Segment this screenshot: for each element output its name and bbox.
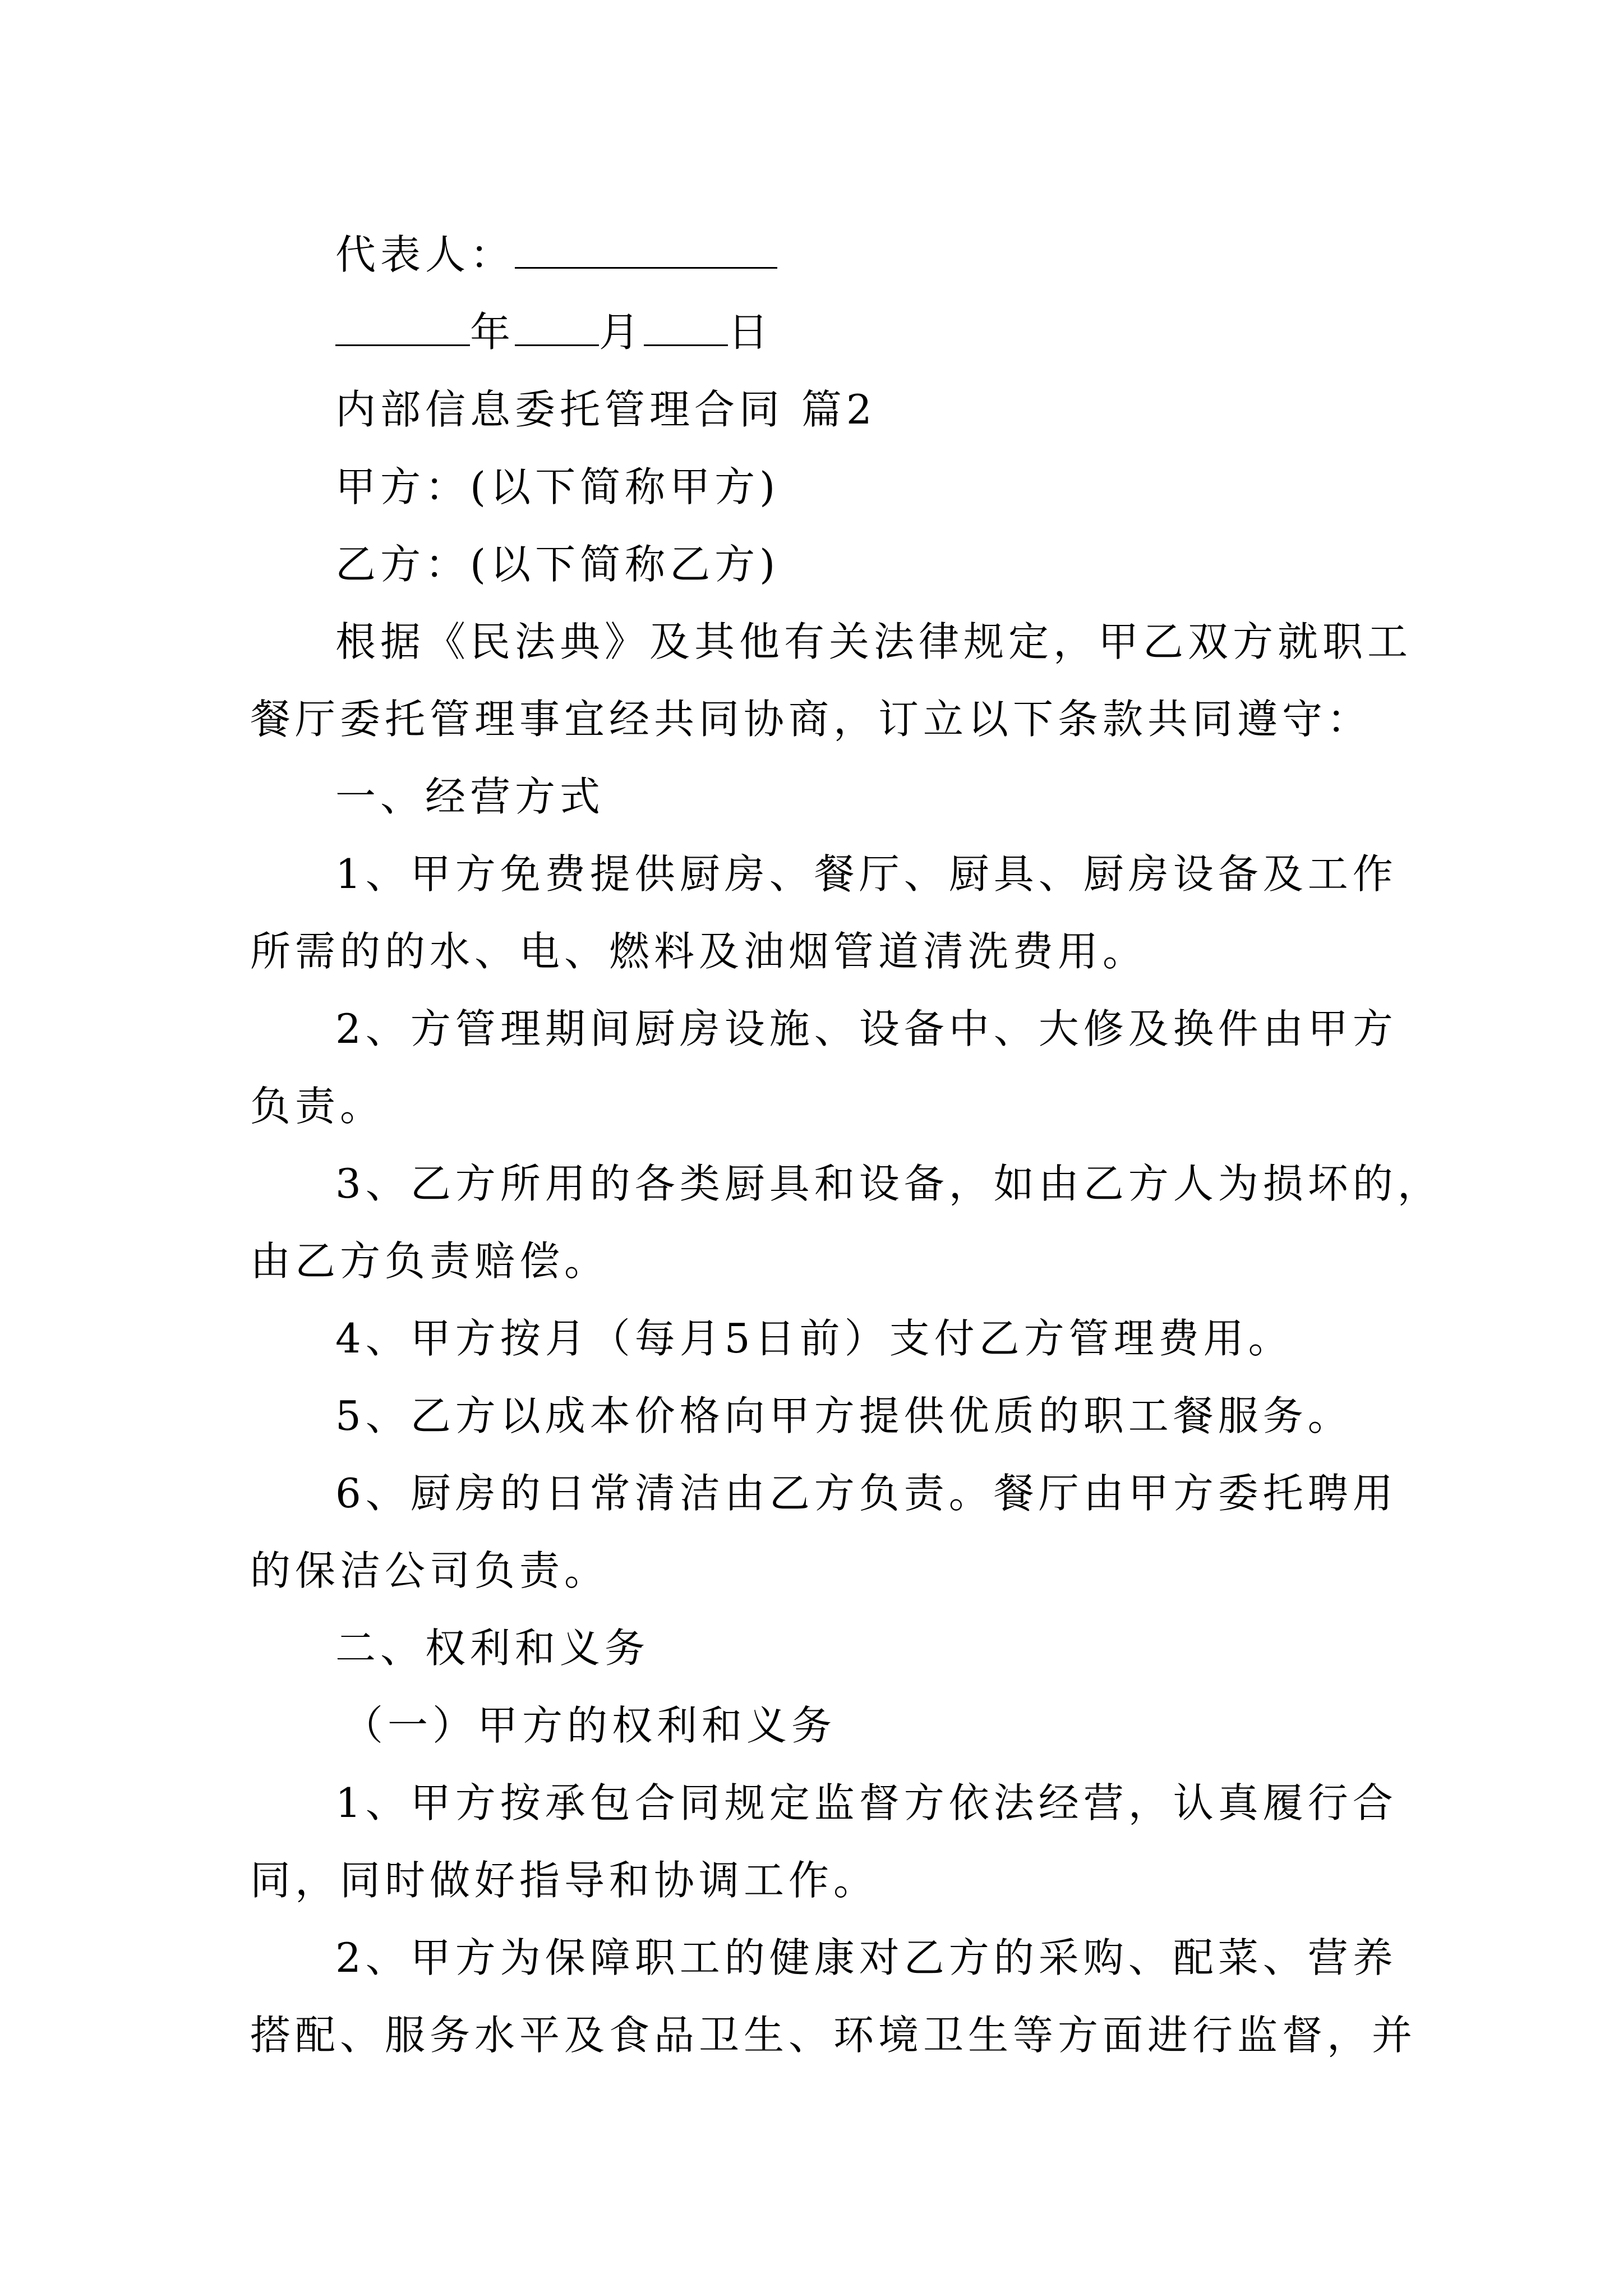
clause-3-line-1: 3、乙方所用的各类厨具和设备，如由乙方人为损坏的，	[335, 1160, 1442, 1207]
section-heading-rights: 二、权利和义务	[335, 1625, 650, 1672]
party-b: 乙方：(以下简称乙方)	[335, 541, 780, 588]
month-label: 月	[599, 309, 644, 356]
clause-5: 5、乙方以成本价格向甲方提供优质的职工餐服务。	[335, 1392, 1353, 1439]
clause-4: 4、甲方按月（每月5日前）支付乙方管理费用。	[335, 1315, 1293, 1362]
month-blank	[515, 310, 599, 346]
preamble-line-1: 根据《民法典》及其他有关法律规定，甲乙双方就职工	[335, 618, 1413, 665]
date-line	[250, 293, 1391, 371]
section-heading-operation: 一、经营方式	[335, 773, 605, 820]
clause-3-line-2: 由乙方负责赔偿。	[250, 1237, 610, 1285]
year-blank	[335, 310, 470, 346]
preamble-line-2: 餐厅委托管理事宜经共同协商，订立以下条款共同遵守：	[250, 696, 1372, 743]
representative-line	[250, 216, 1391, 293]
rights-clause-1-line-1: 1、甲方按承包合同规定监督方依法经营，认真履行合	[335, 1779, 1398, 1826]
clause-6-line-1: 6、厨房的日常清洁由乙方负责。餐厅由甲方委托聘用	[335, 1470, 1398, 1517]
party-a: 甲方：(以下简称甲方)	[335, 463, 780, 510]
clause-2-line-1: 2、方管理期间厨房设施、设备中、大修及换件由甲方	[335, 1005, 1398, 1052]
subsection-heading-party-a: （一）甲方的权利和义务	[343, 1702, 837, 1749]
rights-clause-1-line-2: 同，同时做好指导和协调工作。	[250, 1857, 879, 1904]
rights-clause-2-line-2: 搭配、服务水平及食品卫生、环境卫生等方面进行监督，并	[250, 2012, 1417, 2059]
clause-1-line-1: 1、甲方免费提供厨房、餐厅、厨具、厨房设备及工作	[335, 850, 1398, 898]
clause-6-line-2: 的保洁公司负责。	[250, 1547, 610, 1594]
clause-2-line-2: 负责。	[250, 1083, 385, 1130]
document-title: 内部信息委托管理合同 篇2	[335, 386, 877, 433]
representative-label: 代表人：	[335, 231, 515, 278]
day-blank	[644, 310, 728, 346]
representative-blank	[515, 232, 777, 269]
rights-clause-2-line-1: 2、甲方为保障职工的健康对乙方的采购、配菜、营养	[335, 1934, 1398, 1981]
year-label: 年	[470, 309, 515, 356]
document-body	[250, 216, 1442, 2074]
day-label: 日	[728, 309, 773, 356]
clause-1-line-2: 所需的的水、电、燃料及油烟管道清洗费用。	[250, 928, 1148, 975]
